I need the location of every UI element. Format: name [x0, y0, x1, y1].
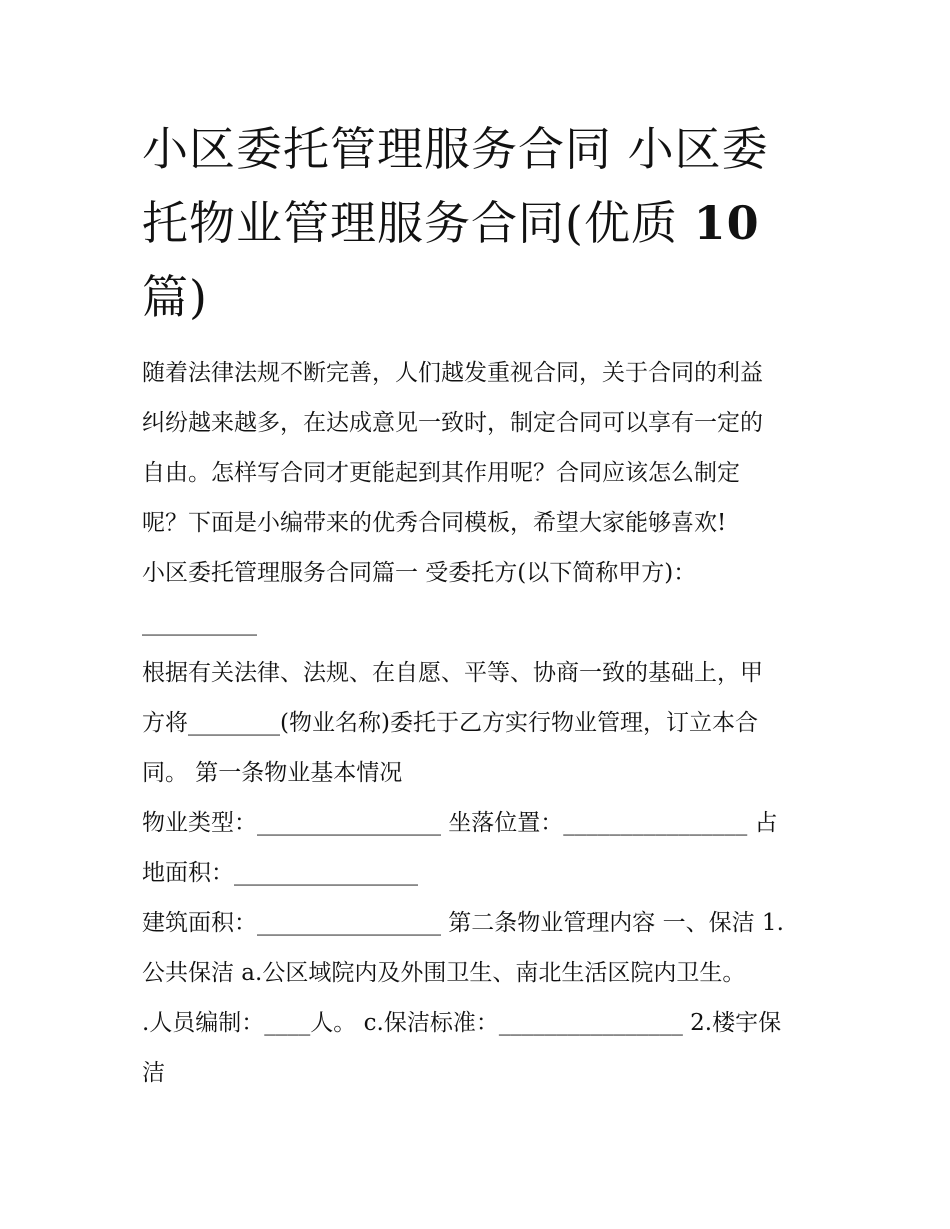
body-line: 物业类型：________________ 坐落位置：________________ 占: [142, 810, 778, 836]
document-page: [142, 112, 814, 1098]
body-line: .人员编制：____人。 c.保洁标准：________________ 2.楼宇保: [142, 1010, 782, 1036]
body-line: 方将________(物业名称)委托于乙方实行物业管理，订立本合: [142, 710, 758, 736]
body-line: 同。 第一条物业基本情况: [142, 760, 403, 786]
body-line: 随着法律法规不断完善，人们越发重视合同，关于合同的利益: [142, 360, 763, 386]
body-line: 公共保洁 a.公区域院内及外围卫生、南北生活区院内卫生。: [142, 960, 746, 986]
title-count: 10: [693, 196, 760, 250]
body-line: 洁: [142, 1060, 165, 1086]
body-line: 小区委托管理服务合同篇一 受委托方(以下简称甲方)：: [142, 560, 697, 586]
body-line: 呢？下面是小编带来的优秀合同模板，希望大家能够喜欢!: [142, 510, 727, 536]
title-line-3: 篇): [142, 270, 208, 324]
title-line-2-text: 托物业管理服务合同(优质: [142, 196, 694, 250]
body-line: __________: [142, 610, 257, 636]
document-title: [142, 112, 814, 334]
body-line: 建筑面积：________________ 第二条物业管理内容 一、保洁 1.: [142, 910, 784, 936]
body-line: 根据有关法律、法规、在自愿、平等、协商一致的基础上，甲: [142, 660, 763, 686]
title-line-1: 小区委托管理服务合同 小区委: [142, 122, 769, 176]
body-line: 地面积：________________: [142, 860, 418, 886]
body-line: 纠纷越来越多，在达成意见一致时，制定合同可以享有一定的: [142, 410, 763, 436]
document-body: [142, 348, 814, 1098]
title-line-2: [142, 186, 814, 260]
body-line: 自由。怎样写合同才更能起到其作用呢？合同应该怎么制定: [142, 460, 740, 486]
